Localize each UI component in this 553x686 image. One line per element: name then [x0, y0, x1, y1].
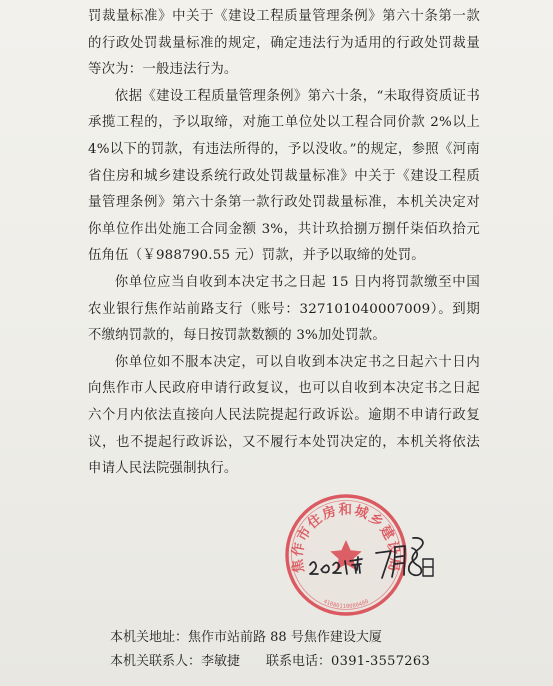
address-value: 焦作市站前路 88 号焦作建设大厦	[188, 630, 382, 645]
seal-text: 焦作市住房和城乡建设局	[289, 502, 403, 574]
office-contact-line	[110, 652, 490, 672]
decision-body	[88, 4, 480, 483]
handwritten-date-signature	[306, 534, 441, 586]
seal-code: 41080110080480	[322, 598, 370, 611]
address-label: 本机关地址：	[110, 630, 189, 645]
paragraph-payment-instructions: 你单位应当自收到本决定书之日起 15 日内将罚款缴至中国农业银行焦作站前路支行（账号：327101040007009）。到期不缴纳罚款的，每日按罚款数额的 3%加处罚款。	[88, 274, 480, 344]
office-address-line	[110, 628, 490, 648]
paragraph-penalty-basis: 依据《建设工程质量管理条例》第六十条，“未取得资质证书承揽工程的，予以取缔，对施工单位处以工程合同价款 2%以上 4%以下的罚款，有违法所得的，予以没收。”的规定，参照《河南省住房和城乡建设系统行政处罚裁量标准》中关于《建设工程质量管理条例》第六十条第一款行政处罚裁量标准，本机关决定对你单位作出处施工合同金额 3%，共计玖拾捌万捌仟柒佰玖拾元伍角伍（￥988790.55 元）罚款，并予以取缔的处罚。	[88, 88, 480, 264]
paragraph-penalty-standard: 罚裁量标准》中关于《建设工程质量管理条例》第六十条第一款的行政处罚裁量标准的规定，确定违法行为适用的行政处罚裁量等次为：一般违法行为。	[88, 9, 480, 78]
paragraph-appeal-rights: 你单位如不服本决定，可以自收到本决定书之日起六十日内向焦作市人民政府申请行政复议，也可以自收到本决定书之日起六个月内依法直接向人民法院提起行政诉讼。逾期不申请行政复议，也不提起行政诉讼，又不履行本处罚决定的，本机关将依法申请人民法院强制执行。	[88, 354, 480, 477]
contact-value: 李敏捷	[201, 654, 241, 669]
phone-value: 0391-3557263	[331, 654, 431, 669]
phone-label: 联系电话：	[266, 654, 332, 669]
contact-label: 本机关联系人：	[110, 654, 202, 669]
